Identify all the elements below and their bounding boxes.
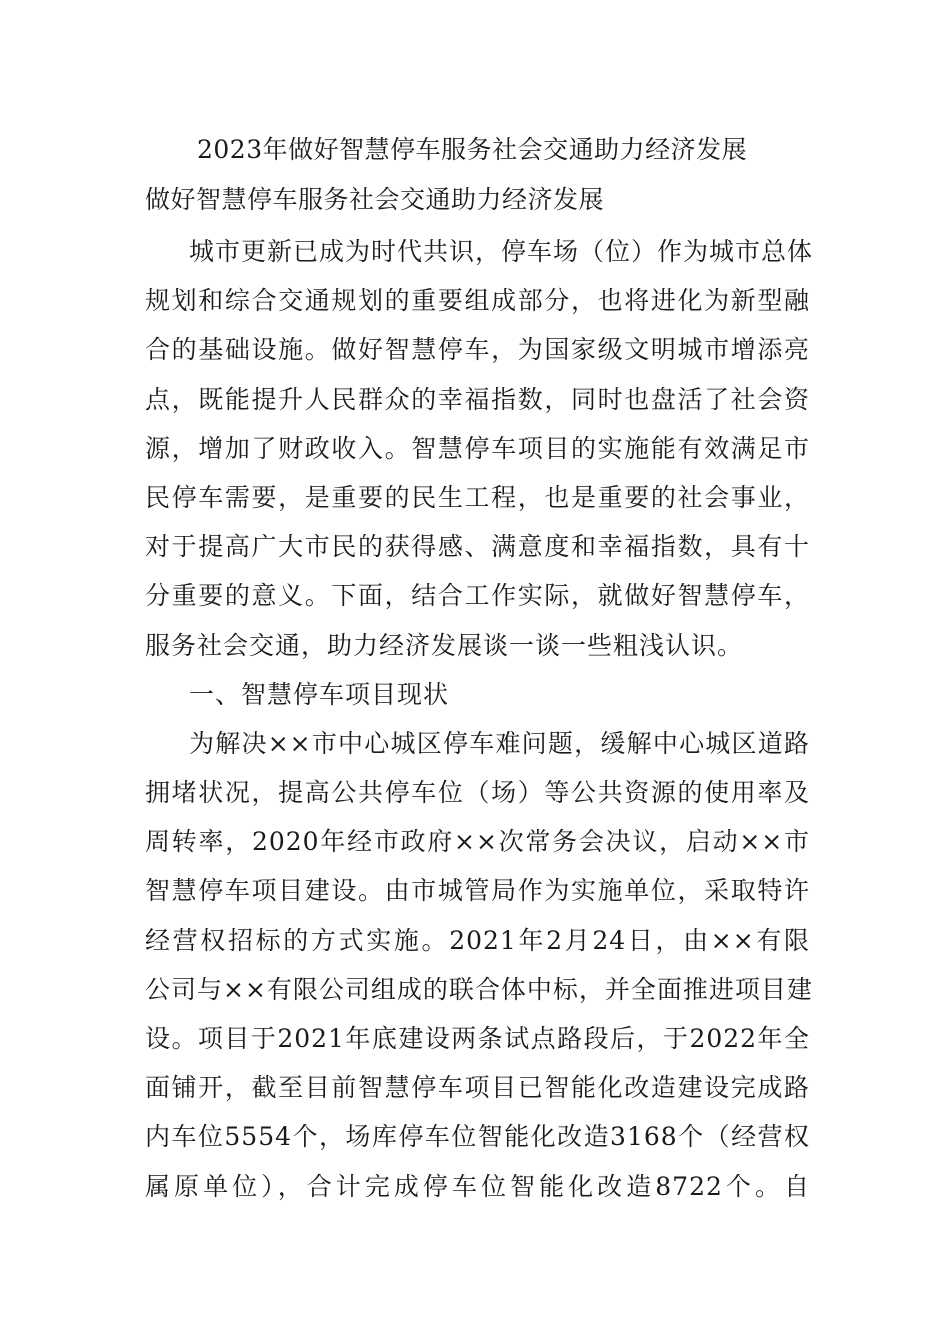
paragraph-line: 设。项目于2021年底建设两条试点路段后，于2022年全: [145, 1024, 810, 1053]
paragraph-line: 智慧停车项目建设。由市城管局作为实施单位，采取特许: [145, 876, 810, 906]
paragraph-line: 源，增加了财政收入。智慧停车项目的实施能有效满足市: [145, 433, 810, 463]
document-subtitle: 做好智慧停车服务社会交通助力经济发展: [145, 185, 605, 214]
paragraph-line: 为解决××市中心城区停车难问题，缓解中心城区道路: [189, 728, 810, 758]
paragraph-line: 点，既能提升人民群众的幸福指数，同时也盘活了社会资: [145, 384, 810, 414]
paragraph-line: 周转率，2020年经市政府××次常务会决议，启动××市: [145, 827, 810, 857]
paragraph-line: 城市更新已成为时代共识，停车场（位）作为城市总体: [189, 237, 814, 266]
paragraph-line: 对于提高广大市民的获得感、满意度和幸福指数，具有十: [145, 532, 810, 562]
paragraph-line: 合的基础设施。做好智慧停车，为国家级文明城市增添亮: [145, 335, 810, 365]
section-heading: 一、智慧停车项目现状: [189, 679, 450, 709]
document-title: 2023年做好智慧停车服务社会交通助力经济发展: [197, 135, 748, 164]
paragraph-line: 规划和综合交通规划的重要组成部分，也将进化为新型融: [145, 286, 810, 316]
paragraph-line: 民停车需要，是重要的民生工程，也是重要的社会事业，: [145, 482, 810, 512]
paragraph-line: 内车位5554个，场库停车位智能化改造3168个（经营权: [145, 1122, 810, 1152]
paragraph-line: 面铺开，截至目前智慧停车项目已智能化改造建设完成路: [145, 1073, 810, 1103]
paragraph-line: 分重要的意义。下面，结合工作实际，就做好智慧停车，: [145, 581, 810, 611]
paragraph-line: 拥堵状况，提高公共停车位（场）等公共资源的使用率及: [145, 778, 810, 808]
paragraph-line: 经营权招标的方式实施。2021年2月24日，由××有限: [145, 925, 810, 955]
paragraph-line: 服务社会交通，助力经济发展谈一谈一些粗浅认识。: [145, 630, 744, 660]
paragraph-line: 属原单位），合计完成停车位智能化改造8722个。自: [145, 1171, 810, 1201]
paragraph-line: 公司与××有限公司组成的联合体中标，并全面推进项目建: [145, 974, 813, 1004]
document-body: [145, 227, 814, 1211]
